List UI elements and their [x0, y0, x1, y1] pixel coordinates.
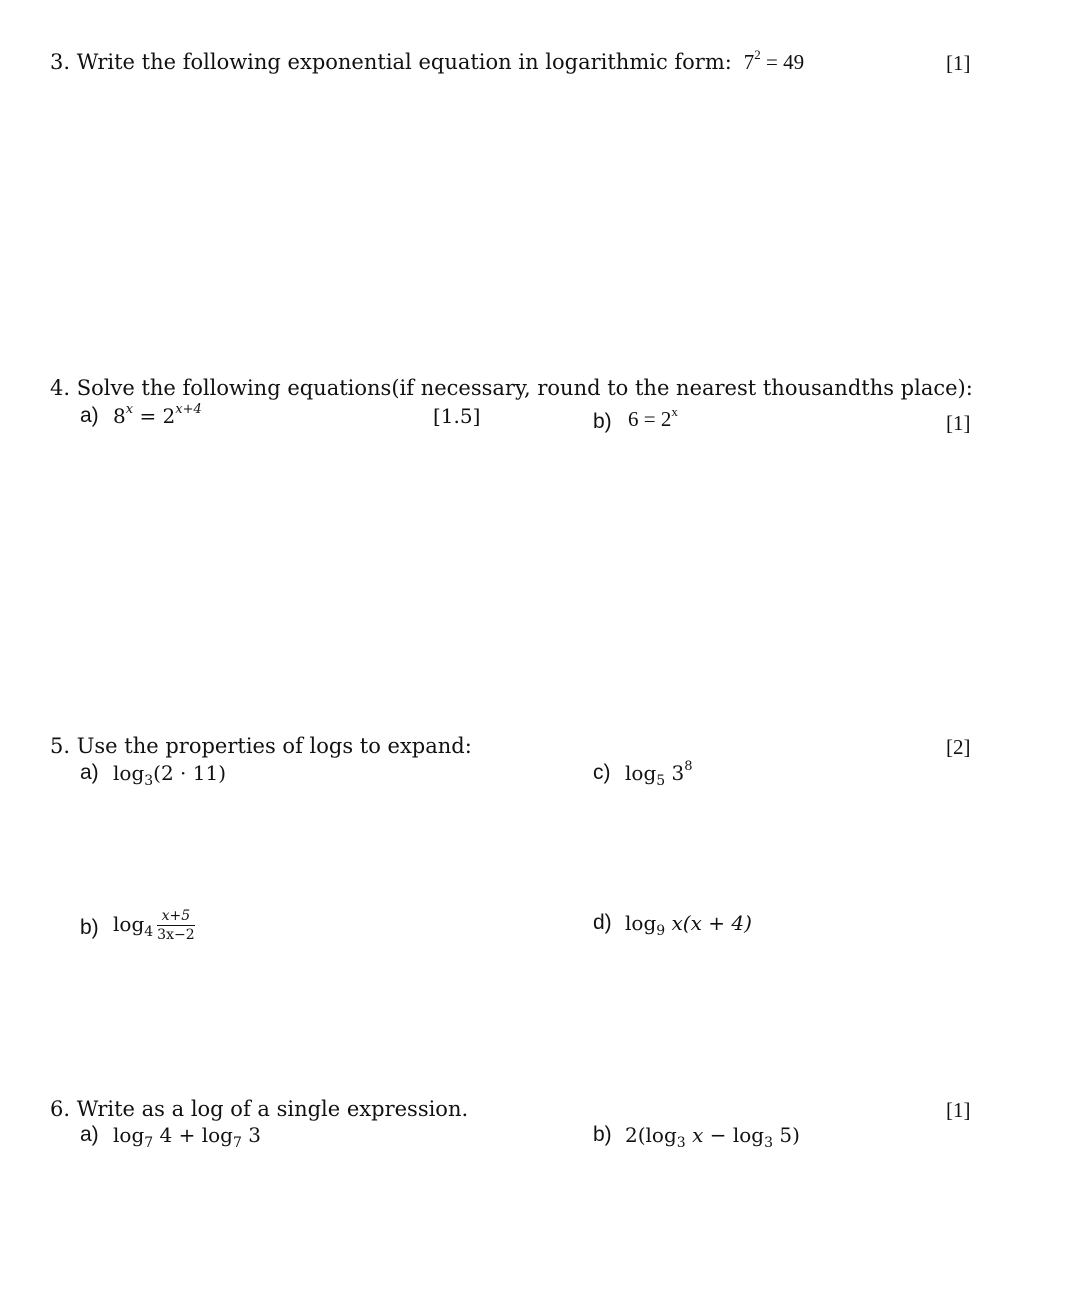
q3-marks: [1]	[946, 51, 971, 75]
q5b-fraction: $\frac{x+5}{3x-2}$	[157, 908, 195, 943]
question-5-text: 5. Use the properties of logs to expand:	[50, 734, 472, 758]
q4a-equation: $8^x = 2^{x+4}$	[113, 402, 202, 428]
q4b-marks: [1]	[946, 411, 971, 435]
q6-marks: [1]	[946, 1098, 971, 1122]
q5c-expression: $\log_5 3^8$	[625, 759, 693, 789]
q5b-label: b)	[80, 916, 99, 939]
q5a-expression: $\log_3(2 \cdot 11)$	[113, 761, 227, 789]
q6b-expression: $2(\log_3$ $x - \log_3 5$)	[625, 1123, 800, 1151]
q4b-equation: $6 = 2^x$	[628, 404, 678, 431]
q5a-label: a)	[80, 761, 99, 784]
q6a-label: a)	[80, 1123, 99, 1146]
q3-equation: $7^2 = 49$	[743, 47, 805, 74]
q4a-marks: [1.5]	[433, 404, 481, 428]
q5d-label: d)	[593, 911, 612, 934]
question-4-text: 4. Solve the following equations(if necessary, round to the nearest thousandths place):	[50, 376, 973, 400]
q5c-label: c)	[593, 761, 611, 784]
q6b-label: b)	[593, 1123, 612, 1146]
q5-marks: [2]	[946, 735, 971, 759]
q5d-expression: $\log_9 x(x + 4)$	[625, 911, 752, 939]
question-3-text: 3. Write the following exponential equation in logarithmic form: $7^2 = 49$	[50, 47, 805, 74]
q4a-label: a)	[80, 404, 99, 427]
q5b-expression: $\log_4$ $\frac{x+5}{3x-2}$	[113, 908, 195, 943]
question-6-text: 6. Write as a log of a single expression.	[50, 1097, 469, 1121]
q4b-label: b)	[593, 410, 612, 433]
q6a-expression: $\log_7 4 + \log_7 3$	[113, 1123, 261, 1151]
